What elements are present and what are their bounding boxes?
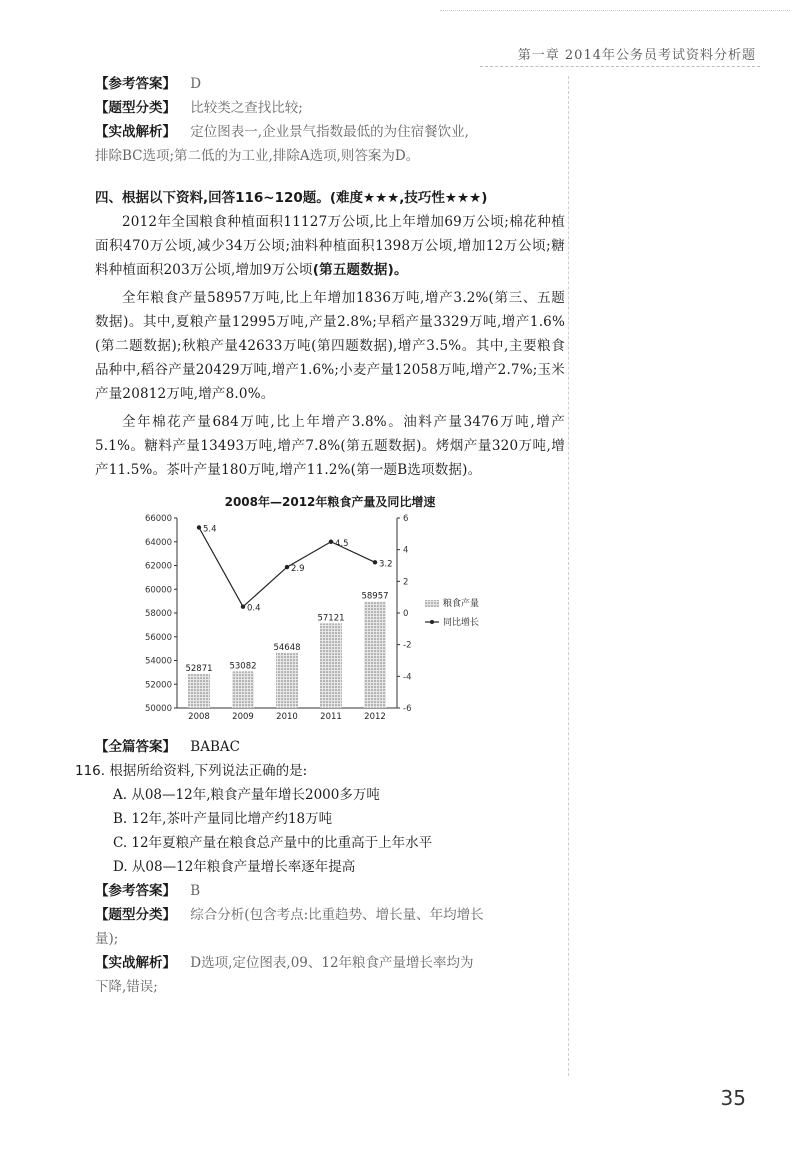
x-tick-label-2010: 2010: [276, 712, 298, 722]
header-rule: [480, 66, 760, 67]
paragraph-grain-output: 全年粮食产量58957万吨,比上年增加1836万吨,增产3.2%(第三、五题数据)。其中,夏粮产量12995万吨,产量2.8%;早稻产量3329万吨,增产1.6%(第二题数据);秋粮产量42633万吨(第四题数据),增产3.5%。其中,主要粮食品种中,稻谷产量20429万吨,增产1.6%;小麦产量12058万吨,增产2.7%;玉米产量20812万吨,增产8.0%。: [95, 290, 565, 402]
q-type-row: [95, 903, 565, 927]
right-tick-label: -4: [403, 672, 412, 683]
growth-point-2012: [373, 560, 377, 564]
p1-note: (第五题数据)。: [312, 262, 408, 278]
bar-2008: [188, 674, 210, 708]
q-answer-value: B: [190, 883, 201, 899]
full-answer-value: BABAC: [190, 739, 240, 755]
right-tick-label: -6: [403, 704, 412, 714]
margin-rule: [568, 76, 569, 1076]
left-tick-label: 62000: [144, 561, 172, 572]
left-tick-label: 50000: [144, 704, 172, 714]
q-analysis-line-1: D选项,定位图表,09、12年粮食产量增长率均为: [190, 955, 474, 971]
legend-bar-swatch: [425, 600, 439, 607]
legend-bar-label: 粮食产量: [443, 599, 480, 609]
option-b: B. 12年,茶叶产量同比增产约18万吨: [113, 811, 333, 827]
question-stem: 根据所给资料,下列说法正确的是:: [109, 763, 308, 779]
option-a: A. 从08—12年,粮食产量年增长2000多万吨: [113, 787, 380, 803]
p1-text: 2012年全国粮食种植面积11127万公顷,比上年增加69万公顷;棉花种植面积470万公顷,减少34万公顷;油料种植面积1398万公顷,增加12万公顷;糖料种植面积203万公顷,增加9万公顷: [95, 214, 565, 278]
growth-label-2008: 5.4: [203, 524, 217, 535]
prev-answer-row: [95, 72, 565, 96]
option-d: D. 从08—12年粮食产量增长率逐年提高: [113, 859, 356, 875]
q-answer-row: [95, 879, 565, 903]
bar-label-2010: 54648: [273, 642, 301, 653]
q-type-label: 【题型分类】: [95, 907, 176, 923]
right-tick-label: 2: [403, 577, 409, 588]
chart-svg: [95, 488, 565, 733]
x-tick-label-2009: 2009: [232, 712, 254, 722]
legend-line-marker: [430, 620, 434, 624]
scan-noise-strip: [440, 10, 790, 11]
bar-label-2008: 52871: [185, 663, 213, 674]
question-stem-row: [75, 759, 565, 783]
q-answer-label: 【参考答案】: [95, 883, 176, 899]
q-analysis-row: [95, 951, 565, 975]
answer-label: 【参考答案】: [95, 76, 176, 92]
full-answer-label: 【全篇答案】: [95, 739, 176, 755]
prev-analysis-line-2: 排除BC选项;第二低的为工业,排除A选项,则答案为D。: [95, 148, 420, 164]
left-tick-label: 58000: [144, 609, 172, 619]
growth-label-2012: 3.2: [379, 559, 393, 570]
x-tick-label-2011: 2011: [320, 712, 342, 722]
q-type-value: 综合分析(包含考点:比重趋势、增长量、年均增长: [190, 907, 484, 923]
running-header: 第一章 2014年公务员考试资料分析题: [517, 48, 756, 63]
left-tick-label: 54000: [144, 656, 172, 667]
bar-2012: [364, 602, 386, 708]
x-tick-label-2012: 2012: [364, 712, 386, 722]
chart-title: 2008年—2012年粮食产量及同比增速: [224, 495, 436, 509]
paragraph-cash-crops: 全年棉花产量684万吨,比上年增产3.8%。油料产量3476万吨,增产5.1%。糖料产量13493万吨,增产7.8%(第五题数据)。烤烟产量320万吨,增产11.5%。茶叶产量180万吨,增产11.2%(第一题B选项数据)。: [95, 414, 565, 478]
growth-point-2009: [241, 604, 245, 608]
section-difficulty: (难度★★★,技巧性★★★): [329, 190, 488, 206]
grain-output-chart: [95, 488, 565, 733]
option-c: C. 12年夏粮产量在粮食总产量中的比重高于上年水平: [113, 835, 433, 851]
full-answer-row: [95, 735, 565, 759]
growth-label-2009: 0.4: [247, 603, 261, 614]
bar-label-2011: 57121: [317, 613, 345, 624]
right-tick-label: 4: [403, 545, 409, 556]
left-tick-label: 60000: [144, 585, 172, 596]
x-tick-label-2008: 2008: [188, 712, 210, 722]
analysis-label: 【实战解析】: [95, 124, 176, 140]
type-label: 【题型分类】: [95, 100, 176, 116]
q-analysis-label: 【实战解析】: [95, 955, 176, 971]
bar-2010: [276, 653, 298, 708]
type-value: 比较类之查找比较;: [190, 100, 303, 116]
prev-analysis-row: [95, 120, 565, 144]
bar-2011: [320, 623, 342, 708]
growth-point-2010: [285, 565, 289, 569]
growth-point-2011: [329, 540, 333, 544]
left-tick-label: 64000: [144, 537, 172, 548]
right-tick-label: 6: [403, 514, 409, 524]
left-tick-label: 52000: [144, 680, 172, 691]
paragraph-planting-area: [95, 210, 565, 282]
q-type-value-2: 量);: [95, 931, 119, 947]
prev-type-row: [95, 96, 565, 120]
right-tick-label: 0: [403, 609, 409, 619]
left-tick-label: 56000: [144, 632, 172, 643]
question-number: 116.: [75, 763, 106, 779]
section-title-prefix: 四、根据以下资料,回答116~120题。: [95, 190, 330, 206]
right-tick-label: -2: [403, 640, 412, 651]
left-tick-label: 66000: [144, 514, 172, 524]
q-analysis-line-2: 下降,错误;: [95, 979, 158, 995]
legend-line-label: 同比增长: [443, 618, 480, 628]
page-content: [75, 72, 565, 999]
growth-label-2010: 2.9: [291, 564, 305, 575]
answer-value: D: [190, 76, 202, 92]
bar-label-2009: 53082: [229, 661, 257, 672]
growth-point-2008: [197, 525, 201, 529]
bar-label-2012: 58957: [361, 591, 389, 602]
growth-label-2011: 4.5: [335, 538, 349, 549]
analysis-line-1: 定位图表一,企业景气指数最低的为住宿餐饮业,: [190, 124, 469, 140]
bar-2009: [232, 671, 254, 708]
section-title: [95, 186, 565, 210]
page-number: 35: [720, 1086, 746, 1110]
